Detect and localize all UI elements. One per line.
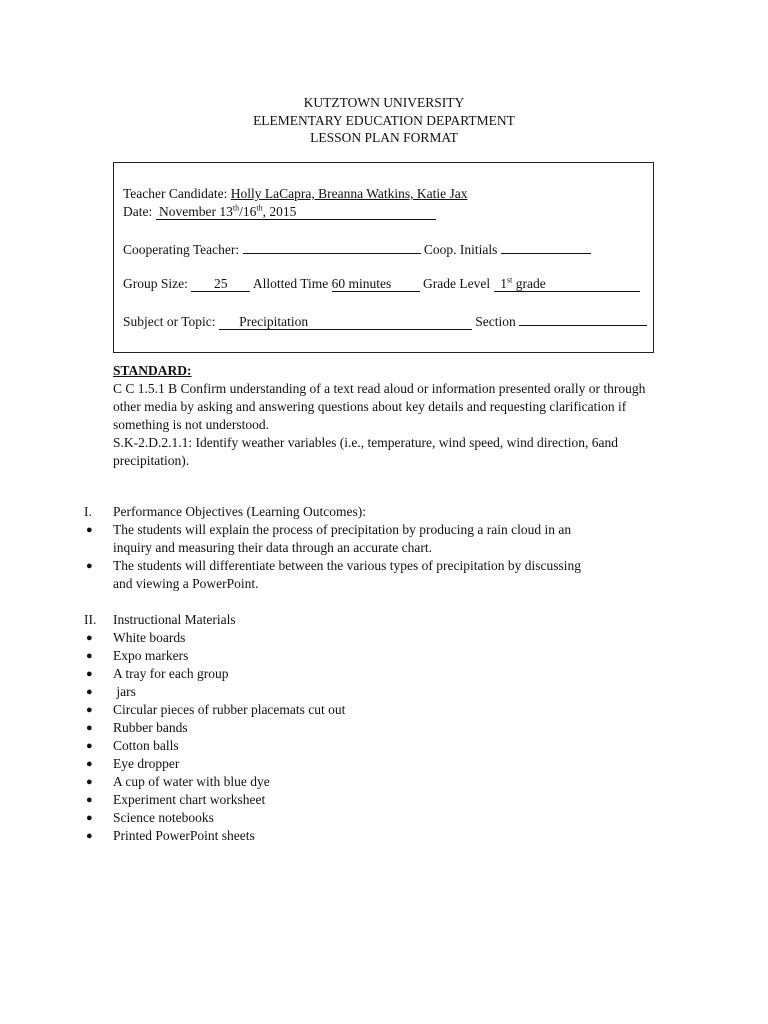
list-item: ● White boards — [86, 630, 186, 645]
list-item: ● Experiment chart worksheet — [86, 792, 266, 807]
bullet-icon: ● — [86, 812, 93, 824]
list-item: ● A cup of water with blue dye — [86, 774, 270, 789]
bullet-icon: ● — [86, 722, 93, 734]
allotted-time-label: Allotted Time — [250, 276, 332, 291]
coop-initials-label: Coop. Initials — [420, 242, 501, 257]
lesson-info-box — [113, 162, 654, 353]
bullet-icon: ● — [86, 668, 93, 680]
bullet-icon: ● — [86, 776, 93, 788]
group-size-row — [123, 276, 640, 292]
list-item: ● A tray for each group — [86, 666, 229, 681]
date-row — [123, 204, 436, 220]
document-title: LESSON PLAN FORMAT — [310, 130, 458, 145]
bullet-icon: ● — [86, 758, 93, 770]
document-header — [0, 94, 768, 147]
objectives-numeral: I. — [84, 504, 92, 519]
standard-title: STANDARD: — [113, 363, 192, 378]
standard-section — [113, 362, 653, 470]
objectives-heading-row — [0, 503, 768, 521]
list-item: ● The students will explain the process of precipitation by producing a rain cloud in an — [86, 522, 572, 537]
cooperating-teacher-row — [123, 240, 591, 258]
list-item: ● Science notebooks — [86, 810, 214, 825]
materials-heading-row — [0, 611, 768, 629]
coop-initials-blank — [501, 240, 591, 254]
bullet-icon: ● — [86, 650, 93, 662]
list-item: ● jars — [86, 684, 136, 699]
bullet-icon: ● — [86, 794, 93, 806]
bullet-icon: ● — [86, 830, 93, 842]
cooperating-teacher-label: Cooperating Teacher: — [123, 242, 243, 257]
list-item: ● Cotton balls — [86, 738, 179, 753]
group-size-label: Group Size: — [123, 276, 192, 291]
bullet-icon: ● — [86, 560, 93, 572]
teacher-candidate-value: Holly LaCapra, Breanna Watkins, Katie Jax — [230, 186, 468, 201]
bullet-icon: ● — [86, 524, 93, 536]
list-item-continuation: inquiry and measuring their data through an accurate chart. — [113, 540, 432, 555]
section-blank — [519, 312, 647, 326]
list-item: ● Expo markers — [86, 648, 189, 663]
materials-heading: Instructional Materials — [113, 612, 236, 627]
objectives-section — [0, 503, 768, 593]
list-item-continuation: and viewing a PowerPoint. — [113, 576, 259, 591]
grade-level-value: 1st grade — [494, 276, 640, 292]
bullet-icon: ● — [86, 632, 93, 644]
materials-numeral: II. — [84, 612, 97, 627]
objectives-heading: Performance Objectives (Learning Outcomes): — [113, 504, 367, 519]
teacher-candidate-row — [123, 186, 467, 202]
list-item: ● Circular pieces of rubber placemats cut out — [86, 702, 346, 717]
bullet-icon: ● — [86, 704, 93, 716]
department-name: ELEMENTARY EDUCATION DEPARTMENT — [253, 112, 515, 128]
section-label: Section — [471, 314, 520, 329]
subject-row — [123, 312, 647, 330]
date-label: Date: — [123, 204, 156, 219]
standard-paragraph-2: S.K-2.D.2.1.1: Identify weather variables (i.e., temperature, wind speed, wind direction, 6and precipitation). — [113, 435, 618, 468]
date-value: November 13th/16th, 2015 — [156, 204, 436, 220]
cooperating-teacher-blank — [243, 240, 421, 254]
subject-value: Precipitation — [219, 314, 472, 330]
list-item: ● Rubber bands — [86, 720, 188, 735]
subject-label: Subject or Topic: — [123, 314, 219, 329]
allotted-time-value: 60 minutes — [332, 276, 420, 292]
university-name: KUTZTOWN UNIVERSITY — [303, 95, 465, 110]
list-item: ● Eye dropper — [86, 756, 180, 771]
grade-level-label: Grade Level — [419, 276, 494, 291]
bullet-icon: ● — [86, 740, 93, 752]
bullet-icon: ● — [86, 686, 93, 698]
materials-section — [0, 611, 768, 845]
list-item: ● The students will differentiate between the various types of precipitation by discussing — [86, 558, 582, 573]
list-item: ● Printed PowerPoint sheets — [86, 828, 255, 843]
teacher-candidate-label: Teacher Candidate: — [123, 186, 231, 201]
group-size-value: 25 — [191, 276, 250, 292]
standard-paragraph-1: C C 1.5.1 B Confirm understanding of a text read aloud or information presented orally or through other media by asking and answering questions about key details and requesting clarification if something is not understood. — [113, 381, 646, 432]
